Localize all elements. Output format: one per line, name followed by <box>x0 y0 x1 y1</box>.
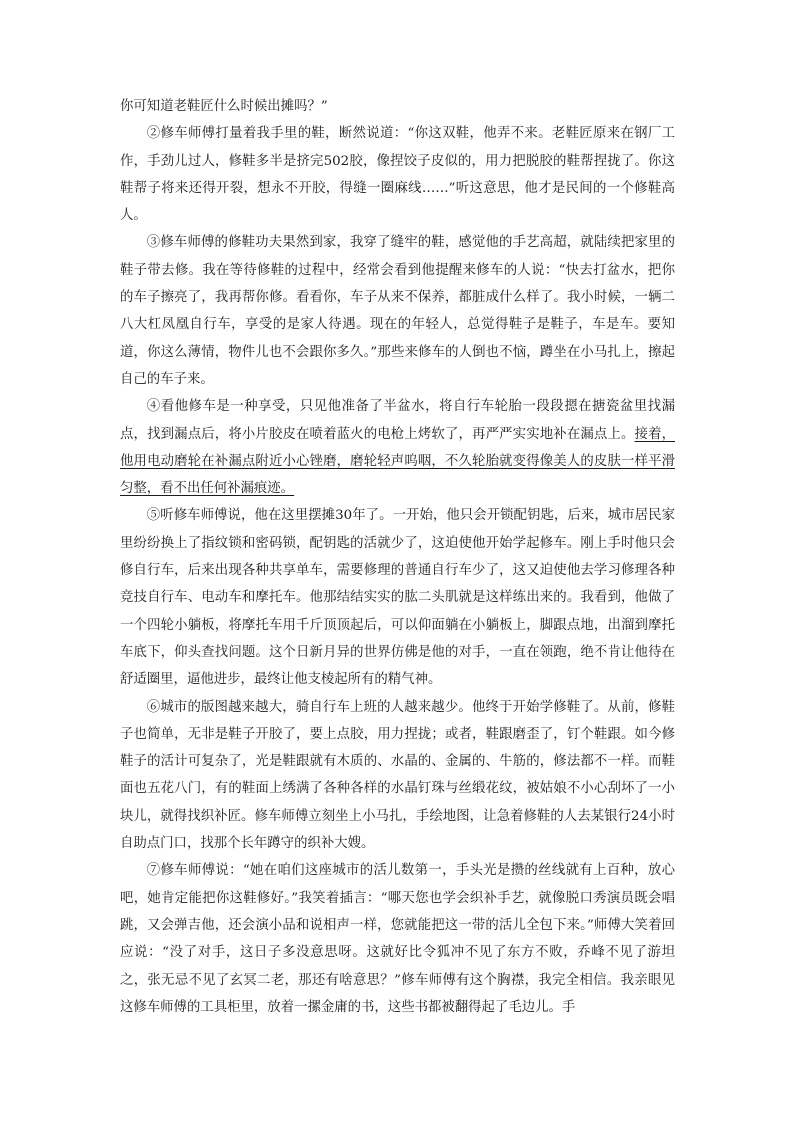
paragraph-1-text: 你可知道老鞋匠什么时候出摊吗？” <box>120 99 328 114</box>
paragraph-5-text: ⑤听修车师傅说，他在这里摆摊30年了。一开始，他只会开锁配钥匙，后来，城市居民家里纷纷换上了指纹锁和密码锁，配钥匙的活就少了，这迫使他开始学起修车。刚上手时他只会修自行车，后来出现各种共享单车，需要修理的普通自行车少了，这又迫使他去学习修理各种竞技自行车、电动车和摩托车。他那结结实实的肱二头肌就是这样练出来的。我看到，他做了一个四轮小躺板，将摩托车用千斤顶顶起后，可以仰面躺在小躺板上，脚跟点地，出溜到摩托车底下，仰头查找问题。这个日新月异的世界仿佛是他的对手，一直在领跑，绝不肯让他待在舒适圈里，逼他进步，最终让他支棱起所有的精气神。 <box>120 508 675 688</box>
paragraph-3-text: ③修车师傅的修鞋功夫果然到家，我穿了缝牢的鞋，感觉他的手艺高超，就陆续把家里的鞋子带去修。我在等待修鞋的过程中，经常会看到他提醒来修车的人说：“快去打盆水，把你的车子擦亮了，我再帮你修。看看你，车子从来不保养，都脏成什么样了。我小时候，一辆二八大杠凤凰自行车，享受的是家人待遇。现在的年轻人，总觉得鞋子是鞋子，车是车。要知道，你这么薄情，物件儿也不会跟你多久。”那些来修车的人倒也不恼，蹲坐在小马扎上，擦起自己的车子来。 <box>120 235 675 387</box>
paragraph-1 <box>120 93 675 120</box>
paragraph-5 <box>120 502 675 693</box>
document-body <box>120 93 675 1021</box>
paragraph-4 <box>120 393 675 502</box>
paragraph-2 <box>120 120 675 229</box>
paragraph-7 <box>120 857 675 1021</box>
paragraph-7-text: ⑦修车师傅说：“她在咱们这座城市的活儿数第一，手头光是攒的丝线就有上百种，放心吧，她肯定能把你这鞋修好。”我笑着插言：“哪天您也学会织补手艺，就像脱口秀演员既会唱跳，又会弹吉他，还会演小品和说相声一样，您就能把这一带的活儿全包下来。”师傅大笑着回应说：“没了对手，这日子多没意思呀。这就好比令狐冲不见了东方不败，乔峰不见了游坦之，张无忌不见了玄冥二老，那还有啥意思？”修车师傅有这个胸襟，我完全相信。我亲眼见这修车师傅的工具柜里，放着一摞金庸的书，这些书都被翻得起了毛边儿。手 <box>120 863 675 1015</box>
paragraph-3 <box>120 229 675 393</box>
paragraph-6-text: ⑥城市的版图越来越大，骑自行车上班的人越来越少。他终于开始学修鞋了。从前，修鞋子也简单，无非是鞋子开胶了，要上点胶，用力捏拢；或者，鞋跟磨歪了，钉个鞋跟。如今修鞋子的活计可复杂了，光是鞋跟就有木质的、水晶的、金属的、牛筋的，修法都不一样。而鞋面也五花八门，有的鞋面上绣满了各种各样的水晶钉珠与丝缎花纹，被姑娘不小心刮坏了一小块儿，就得找织补匠。修车师傅立刻坐上小马扎，手绘地图，让急着修鞋的人去某银行24小时自助点门口，找那个长年蹲守的织补大嫂。 <box>120 699 675 852</box>
underlined-sentence: 接着，他用电动磨轮在补漏点附近小心锉磨，磨轮轻声呜咽，不久轮胎就变得像美人的皮肤一样平滑匀整，看不出任何补漏痕迹。 <box>120 426 676 497</box>
paragraph-6 <box>120 694 675 858</box>
paragraph-4-text: ④看他修车是一种享受，只见他准备了半盆水，将自行车轮胎一段段摁在搪瓷盆里找漏点，找到漏点后，将小片胶皮在喷着蓝火的电枪上烤软了，再严严实实地补在漏点上。 <box>120 399 675 442</box>
paragraph-2-text: ②修车师傅打量着我手里的鞋，断然说道：“你这双鞋，他弄不来。老鞋匠原来在钢厂工作，手劲儿过人，修鞋多半是挤完502胶，像捏饺子皮似的，用力把脱胶的鞋帮捏拢了。你这鞋帮子将来还得开裂，想永不开胶，得缝一圈麻线……”听这意思，他才是民间的一个修鞋高人。 <box>120 126 675 224</box>
